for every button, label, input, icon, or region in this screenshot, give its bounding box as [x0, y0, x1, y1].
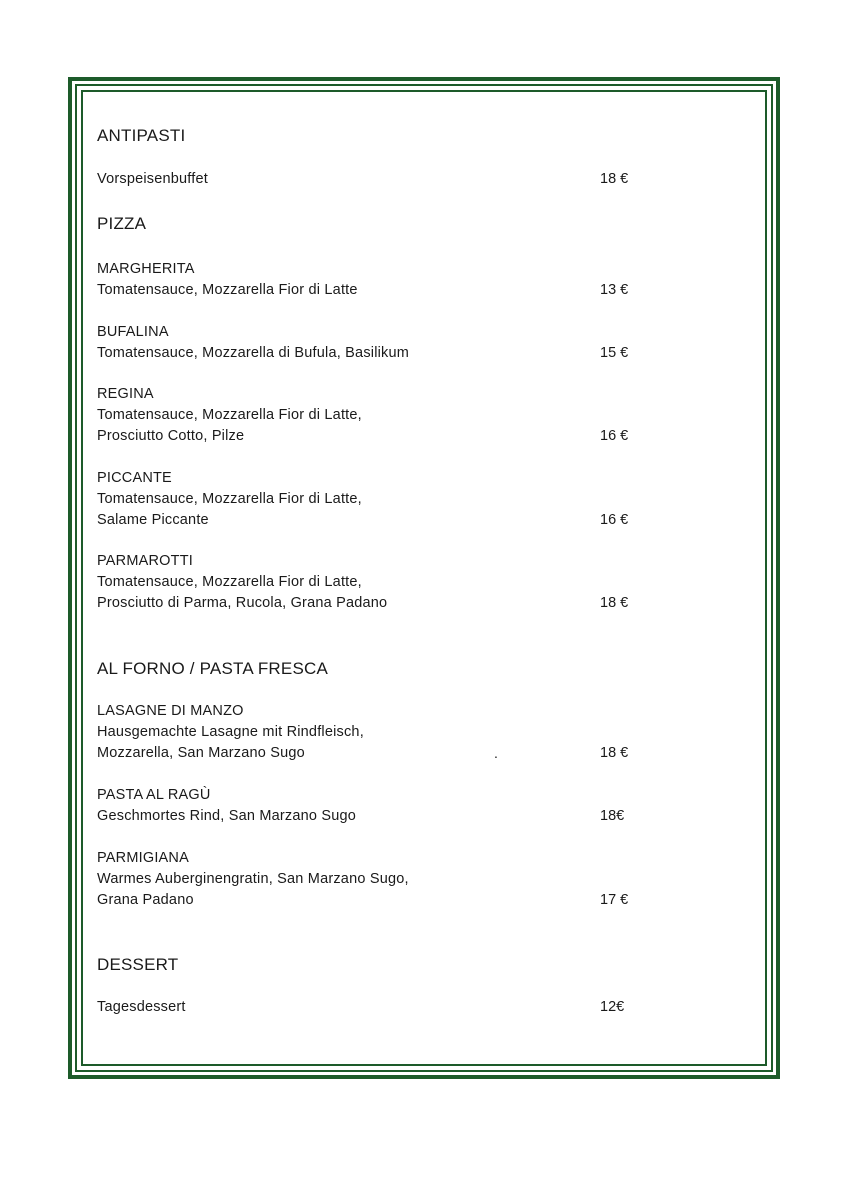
price-regina: 16 € [600, 428, 629, 444]
item-desc-lasagne-1: Hausgemachte Lasagne mit Rindfleisch, [97, 724, 364, 740]
item-desc-parmigiana-2: Grana Padano [97, 892, 194, 908]
item-name-parmarotti: PARMAROTTI [97, 553, 193, 569]
price-lasagne: 18 € [600, 745, 629, 761]
price-tagesdessert: 12€ [600, 999, 625, 1015]
item-name-margherita: MARGHERITA [97, 261, 195, 277]
stray-dot: . [494, 745, 498, 761]
item-name-regina: REGINA [97, 386, 154, 402]
price-parmarotti: 18 € [600, 595, 629, 611]
price-pasta-al-ragu: 18€ [600, 808, 625, 824]
price-margherita: 13 € [600, 282, 629, 298]
item-desc-bufalina: Tomatensauce, Mozzarella di Bufula, Basilikum [97, 345, 410, 361]
item-name-pasta-al-ragu: PASTA AL RAGÙ [97, 787, 211, 803]
item-desc-piccante-1: Tomatensauce, Mozzarella Fior di Latte, [97, 491, 362, 507]
item-name-parmigiana: PARMIGIANA [97, 850, 189, 866]
item-name-piccante: PICCANTE [97, 470, 172, 486]
item-name-bufalina: BUFALINA [97, 324, 169, 340]
item-tagesdessert: Tagesdessert [97, 999, 186, 1015]
item-desc-parmarotti-2: Prosciutto di Parma, Rucola, Grana Padano [97, 595, 388, 611]
section-title-dessert: DESSERT [97, 955, 179, 974]
item-desc-piccante-2: Salame Piccante [97, 512, 209, 528]
item-desc-lasagne-2: Mozzarella, San Marzano Sugo [97, 745, 305, 761]
section-title-al-forno: AL FORNO / PASTA FRESCA [97, 659, 328, 678]
section-title-pizza: PIZZA [97, 214, 147, 233]
price-parmigiana: 17 € [600, 892, 629, 908]
price-vorspeisenbuffet: 18 € [600, 171, 629, 187]
price-piccante: 16 € [600, 512, 629, 528]
item-desc-parmigiana-1: Warmes Auberginengratin, San Marzano Sugo, [97, 871, 409, 887]
item-desc-regina-2: Prosciutto Cotto, Pilze [97, 428, 245, 444]
item-desc-pasta-al-ragu: Geschmortes Rind, San Marzano Sugo [97, 808, 357, 824]
section-title-antipasti: ANTIPASTI [97, 126, 186, 145]
item-vorspeisenbuffet: Vorspeisenbuffet [97, 171, 208, 187]
price-bufalina: 15 € [600, 345, 629, 361]
item-desc-regina-1: Tomatensauce, Mozzarella Fior di Latte, [97, 407, 362, 423]
item-name-lasagne: LASAGNE DI MANZO [97, 703, 244, 719]
item-desc-margherita: Tomatensauce, Mozzarella Fior di Latte [97, 282, 358, 298]
item-desc-parmarotti-1: Tomatensauce, Mozzarella Fior di Latte, [97, 574, 362, 590]
